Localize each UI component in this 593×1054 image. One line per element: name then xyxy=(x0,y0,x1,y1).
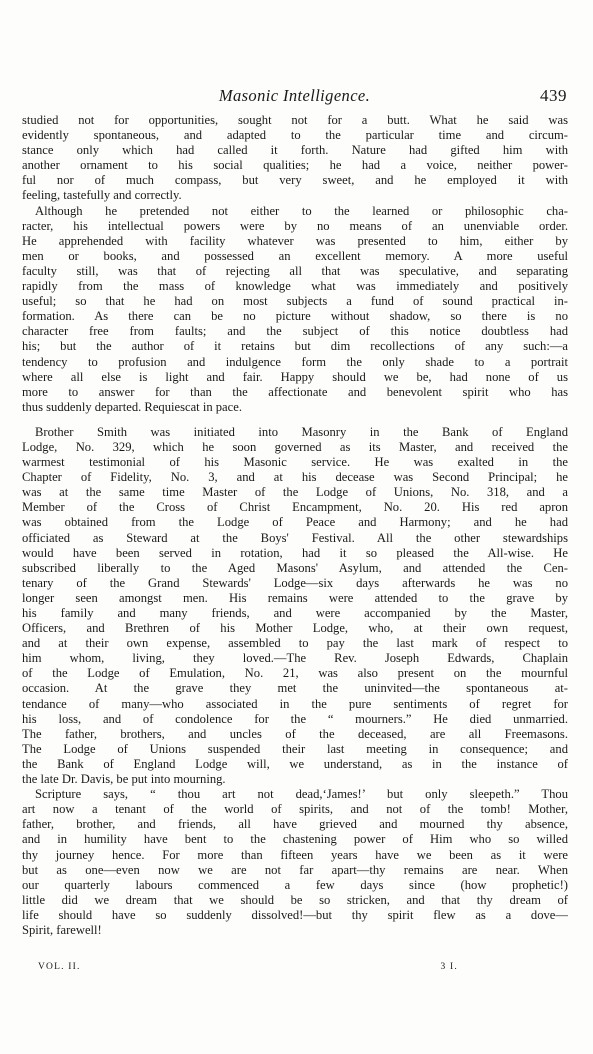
text-line: Brother Smith was initiated into Masonry in the Bank of England xyxy=(35,424,568,439)
text-line: the late Dr. Davis, be put into mourning. xyxy=(22,772,226,787)
text-line: Member of the Cross of Christ Encampment, No. 20. His red apron xyxy=(22,500,568,515)
text-line: men or books, and possessed an excellent memory. A more useful xyxy=(22,248,568,263)
text-line: evidently spontaneous, and adapted to the particular time and circum- xyxy=(22,128,568,143)
text-line: tendency to profusion and indulgence form the only shade to a portrait xyxy=(22,354,568,369)
text-line: was obtained from the Lodge of Peace and Harmony; and he had xyxy=(22,515,568,530)
text-line: would have been served in rotation, had it so pleased the All-wise. He xyxy=(22,545,568,560)
text-line: and in humility have bent to the chastening power of Him who so willed xyxy=(22,832,568,847)
text-line: racter, his intellectual powers were by no means of an unenviable order. xyxy=(22,218,568,233)
text-line: of the Lodge of Emulation, No. 21, was also present on the mournful xyxy=(22,666,568,681)
text-line: warmest testimonial of his Masonic service. He was exalted in the xyxy=(22,455,568,470)
text-line: him whom, living, they loved.—The Rev. Joseph Edwards, Chaplain xyxy=(22,651,568,666)
text-line: was at the same time Master of the Lodge of Unions, No. 318, and a xyxy=(22,485,568,500)
text-line: He apprehended with facility whatever was presented to him, either by xyxy=(22,233,568,248)
text-line: Lodge, No. 329, which he soon governed as its Master, and received the xyxy=(22,439,568,454)
text-line: father, brother, and friends, all have grieved and mourned thy absence, xyxy=(22,817,568,832)
text-line: officiated as Steward at the Boys' Festival. All the other stewardships xyxy=(22,530,568,545)
text-line: and at their own expense, assembled to pay the last mark of respect to xyxy=(22,636,568,651)
text-line: occasion. At the grave they met the uninvited—the spontaneous at- xyxy=(22,681,568,696)
text-line: useful; so that he had on most subjects a fund of sound practical in- xyxy=(22,294,568,309)
text-line: tenary of the Grand Stewards' Lodge—six days afterwards he was no xyxy=(22,575,568,590)
text-line: ful nor of much compass, but very sweet, and he employed it with xyxy=(22,173,568,188)
text-line: thy journey hence. For more than fifteen years have we been as it were xyxy=(22,847,568,862)
paragraph xyxy=(22,787,568,938)
text-line: Although he pretended not either to the learned or philosophic cha- xyxy=(35,203,568,218)
text-line: life should have so suddenly dissolved!—but thy spirit flew as a dove— xyxy=(22,907,568,922)
paragraph xyxy=(22,425,568,787)
gathering-signature: 3 I. xyxy=(440,962,458,972)
paragraph xyxy=(22,113,568,204)
volume-signature: VOL. II. xyxy=(38,962,81,972)
text-line: The Lodge of Unions suspended their last meeting in consequence; and xyxy=(22,741,568,756)
text-line: but as one—even now we are not far apart—thy remains are near. When xyxy=(22,862,568,877)
paragraph-gap xyxy=(22,415,568,425)
text-line: where all else is light and fair. Happy should we be, had none of us xyxy=(22,369,568,384)
text-line: formation. As there can be no picture without shadow, so there is no xyxy=(22,309,568,324)
text-line: his family and many friends, and were accompanied by the Master, xyxy=(22,606,568,620)
page-number: 439 xyxy=(540,86,567,105)
text-line: another ornament to his social qualities; he had a voice, neither power- xyxy=(22,158,568,173)
text-line: thus suddenly departed. Requiescat in pace. xyxy=(22,399,242,414)
page-footer xyxy=(38,962,458,978)
text-line: character free from faults; and the subject of this notice doubtless had xyxy=(22,324,568,339)
text-line: our quarterly labours commenced a few days since (how prophetic!) xyxy=(22,877,568,892)
body-text xyxy=(22,113,568,938)
text-line: feeling, tastefully and correctly. xyxy=(22,188,182,203)
text-line: his; but the author of it retains but dim recollections of any such:—a xyxy=(22,339,568,354)
text-line: Chapter of Fidelity, No. 3, and at his decease was Second Principal; he xyxy=(22,470,568,485)
text-line: more to answer for than the affectionate and benevolent spirit who has xyxy=(22,384,568,399)
text-line: stance only which had called it forth. Nature had gifted him with xyxy=(22,143,568,158)
text-line: rapidly from the mass of knowledge what was immediately and positively xyxy=(22,279,568,294)
text-line: art now a tenant of the world of spirits, and not of the tomb! Mother, xyxy=(22,802,568,817)
text-line: the Bank of England Lodge will, we understand, as in the instance of xyxy=(22,756,568,771)
paragraph xyxy=(22,204,568,415)
text-line: his loss, and of condolence for the “ mourners.” He died unmarried. xyxy=(22,711,568,726)
text-line: tendance of many—who associated in the pure sentiments of regret for xyxy=(22,696,568,711)
text-line: Spirit, farewell! xyxy=(22,922,102,937)
page-header xyxy=(22,86,567,108)
text-line: The father, brothers, and uncles of the deceased, are all Freemasons. xyxy=(22,726,568,741)
text-line: faculty still, was that of rejecting all that was speculative, and separating xyxy=(22,263,568,278)
text-line: studied not for opportunities, sought not for a butt. What he said was xyxy=(22,113,568,127)
text-line: Scripture says, “ thou art not dead,‘James!’ but only sleepeth.” Thou xyxy=(35,787,568,802)
text-line: subscribed liberally to the Aged Masons' Asylum, and attended the Cen- xyxy=(22,560,568,575)
text-line: little did we dream that we should be so stricken, and that thy dream of xyxy=(22,892,568,907)
text-line: longer seen amongst men. His remains were attended to the grave by xyxy=(22,590,568,605)
text-line: Officers, and Brethren of his Mother Lodge, who, at their own request, xyxy=(22,621,568,636)
running-title: Masonic Intelligence. xyxy=(218,86,371,105)
